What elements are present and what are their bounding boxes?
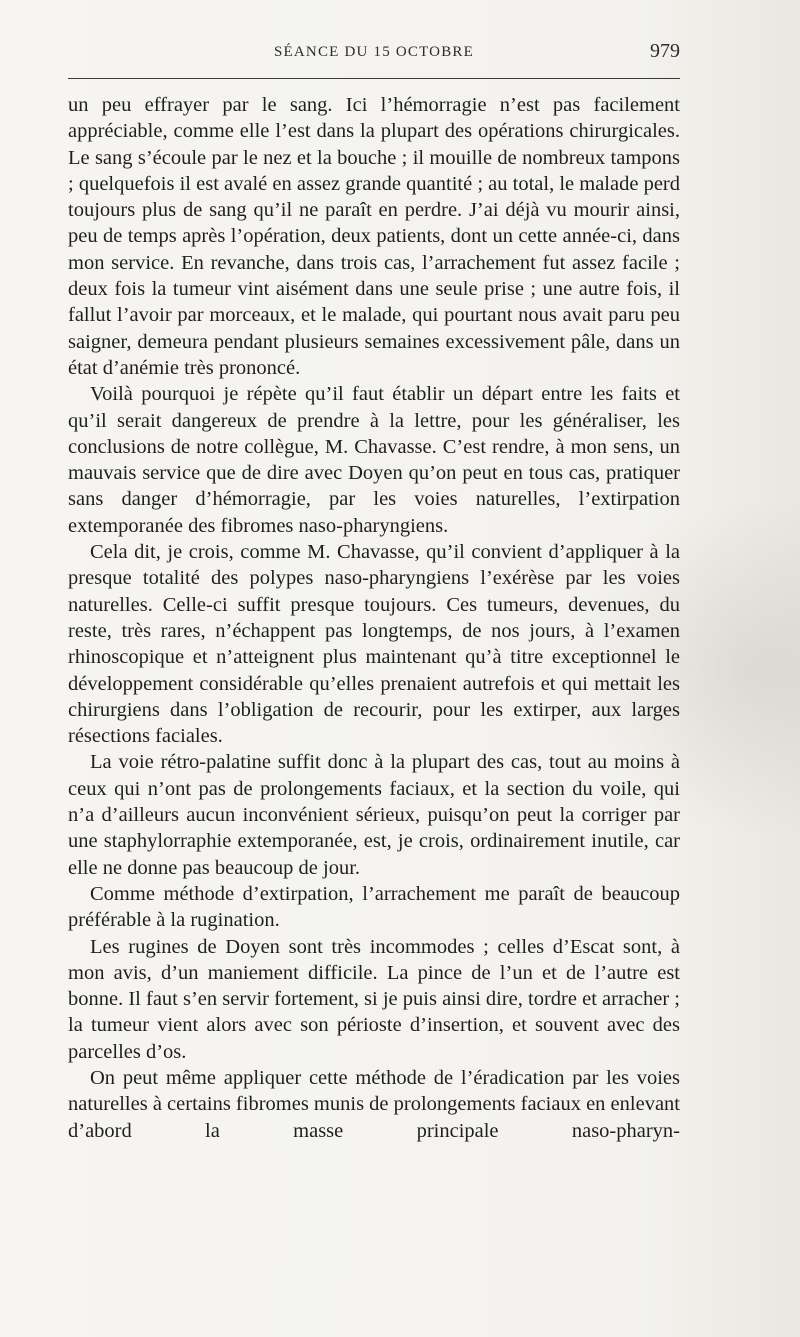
paragraph: Voilà pourquoi je répète qu’il faut établir un départ entre les faits et qu’il serait dangereux de prendre à la lettre, pour les généraliser, les conclusions de notre collègue, M. Chavasse. C’est rendre, à mon sens, un mauvais service que de dire avec Doyen qu’on peut en tous cas, pratiquer sans danger d’hémorragie, par les voies naturelles, l’extirpation extemporanée des fibromes naso-pharyngiens. [68, 383, 680, 537]
body-text [68, 92, 680, 1144]
paragraph: Les rugines de Doyen sont très incommodes ; celles d’Escat sont, à mon avis, d’un maniement difficile. La pince de l’un et de l’autre est bonne. Il faut s’en servir fortement, si je puis ainsi dire, tordre et arracher ; la tumeur vient alors avec son périoste d’insertion, et souvent avec des parcelles d’os. [68, 935, 680, 1063]
running-head: SÉANCE DU 15 OCTOBRE [274, 44, 474, 60]
page-number: 979 [650, 40, 680, 62]
paragraph-continuation: un peu effrayer par le sang. Ici l’hémorragie n’est pas facilement appréciable, comme elle l’est dans la plupart des opérations chirurgicales. Le sang s’écoule par le nez et la bouche ; il mouille de nombreux tampons ; quelquefois il est avalé en assez grande quantité ; au total, le malade perd toujours plus de sang qu’il ne paraît en perdre. J’ai déjà vu mourir ainsi, peu de temps après l’opération, deux patients, dont un cette année-ci, dans mon service. En revanche, dans trois cas, l’arrachement fut assez facile ; deux fois la tumeur vint aisément dans une seule prise ; une autre fois, il fallut l’avoir par morceaux, et le malade, qui pourtant nous avait paru peu saigner, demeura pendant plusieurs semaines excessivement pâle, dans un état d’anémie très prononcé. [68, 94, 680, 379]
paragraph: Cela dit, je crois, comme M. Chavasse, qu’il convient d’appliquer à la presque totalité des polypes naso-pharyngiens l’exérèse par les voies naturelles. Celle-ci suffit presque toujours. Ces tumeurs, devenues, du reste, très rares, n’échappent pas longtemps, de nos jours, à l’examen rhinoscopique et n’atteignent plus maintenant qu’à titre exceptionnel le développement considérable qu’elles prenaient autrefois et qui mettait les chirurgiens dans l’obligation de recourir, pour les extirper, aux larges résections faciales. [68, 541, 680, 748]
paragraph: La voie rétro-palatine suffit donc à la plupart des cas, tout au moins à ceux qui n’ont pas de prolongements faciaux, et la section du voile, qui n’a d’ailleurs aucun inconvénient sérieux, puisqu’on peut la corriger par une staphylorraphie extemporanée, est, je crois, ordinairement inutile, car elle ne donne pas beaucoup de jour. [68, 751, 680, 879]
page-header [68, 38, 680, 72]
header-rule [68, 78, 680, 79]
paragraph: Comme méthode d’extirpation, l’arrachement me paraît de beaucoup préférable à la rugination. [68, 882, 680, 932]
paragraph-continues: On peut même appliquer cette méthode de l’éradication par les voies naturelles à certains fibromes munis de prolongements faciaux en enlevant d’abord la masse principale naso-pharyn- [68, 1066, 680, 1142]
